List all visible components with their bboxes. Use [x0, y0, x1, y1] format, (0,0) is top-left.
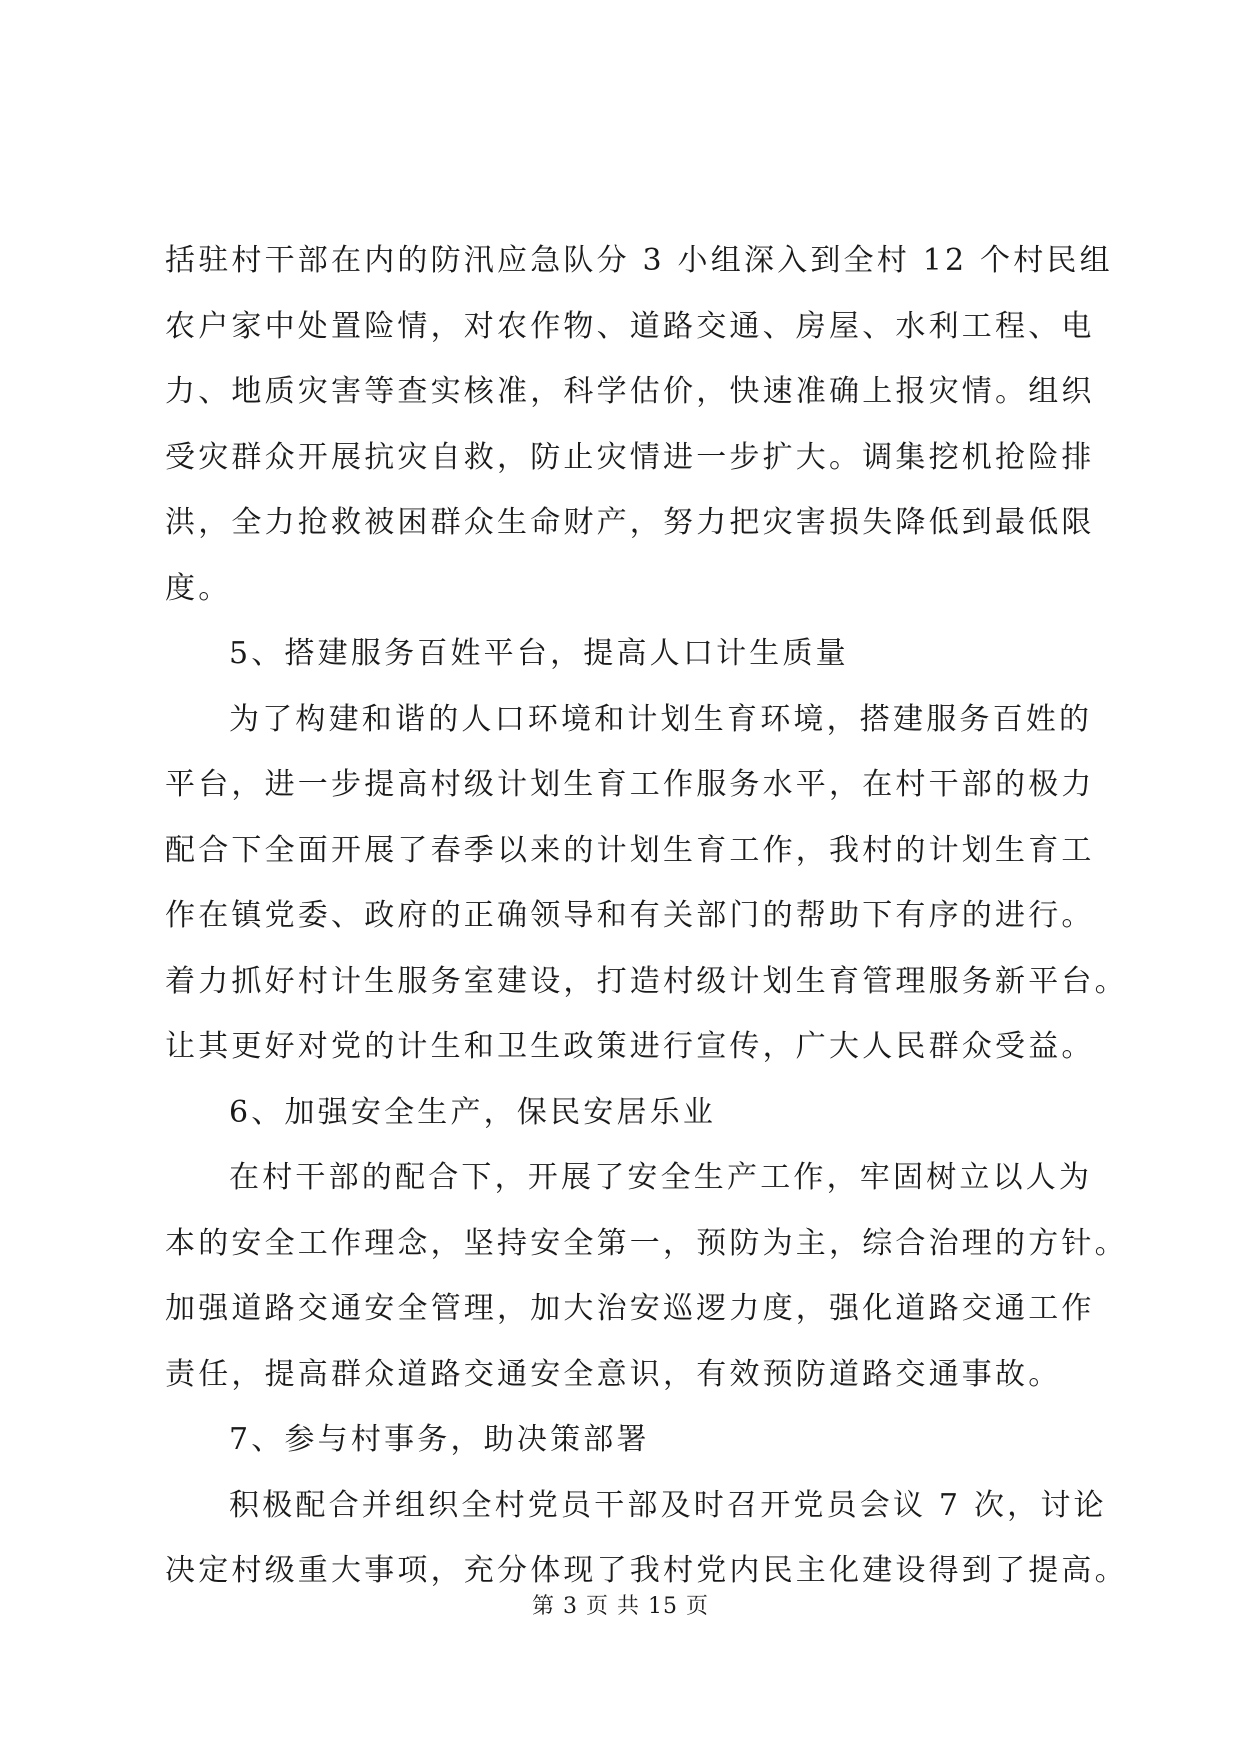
text-line-11: 作在镇党委、政府的正确领导和有关部门的帮助下有序的进行。 [165, 898, 1095, 933]
text-line-8: 为了构建和谐的人口环境和计划生育环境，搭建服务百姓的 [229, 701, 1093, 737]
text-line-2: 农户家中处置险情，对农作物、道路交通、房屋、水利工程、电 [165, 308, 1095, 344]
text-line-13: 让其更好对党的计生和卫生政策进行宣传，广大人民群众受益。 [165, 1029, 1095, 1064]
text-line-9: 平台，进一步提高村级计划生育工作服务水平，在村干部的极力 [165, 767, 1095, 802]
section-heading-6: 6、加强安全生产，保民安居乐业 [229, 1094, 717, 1130]
text-line-1: 括驻村干部在内的防汛应急队分 3 小组深入到全村 12 个村民组 [165, 243, 1113, 278]
text-line-10: 配合下全面开展了春季以来的计划生育工作，我村的计划生育工 [165, 832, 1095, 868]
text-line-20: 积极配合并组织全村党员干部及时召开党员会议 7 次，讨论 [229, 1487, 1107, 1523]
page-number-label: 第 3 页 共 15 页 [532, 1594, 709, 1619]
text-line-21: 决定村级重大事项，充分体现了我村党内民主化建设得到了提高。 [165, 1553, 1128, 1588]
text-line-18: 责任，提高群众道路交通安全意识，有效预防道路交通事故。 [165, 1356, 1062, 1392]
page-footer [0, 1592, 1241, 1622]
text-line-15: 在村干部的配合下，开展了安全生产工作，牢固树立以人为 [229, 1160, 1093, 1195]
text-line-12: 着力抓好村计生服务室建设，打造村级计划生育管理服务新平台。 [165, 963, 1128, 999]
text-line-17: 加强道路交通安全管理，加大治安巡逻力度，强化道路交通工作 [165, 1291, 1095, 1326]
section-heading-7: 7、参与村事务，助决策部署 [229, 1422, 650, 1457]
document-body [165, 228, 1128, 1604]
text-line-6: 度。 [165, 570, 232, 606]
text-line-4: 受灾群众开展抗灾自救，防止灾情进一步扩大。调集挖机抢险排 [165, 439, 1095, 475]
text-line-5: 洪，全力抢救被困群众生命财产，努力把灾害损失降低到最低限 [165, 505, 1095, 540]
text-line-3: 力、地质灾害等查实核准，科学估价，快速准确上报灾情。组织 [165, 374, 1095, 409]
section-heading-5: 5、搭建服务百姓平台，提高人口计生质量 [229, 636, 849, 671]
text-line-16: 本的安全工作理念，坚持安全第一，预防为主，综合治理的方针。 [165, 1225, 1128, 1261]
